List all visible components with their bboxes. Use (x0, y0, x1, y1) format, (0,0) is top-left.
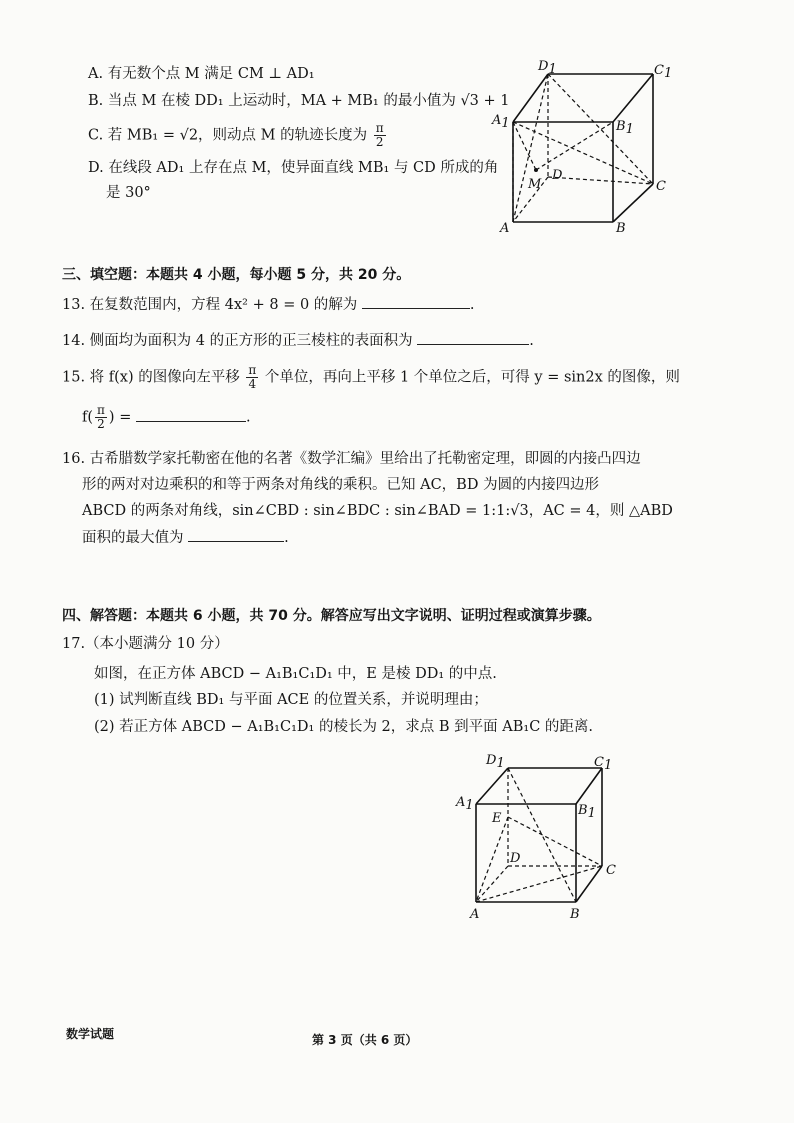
q15-text: 15. 将 f(x) 的图像向左平移 (62, 369, 240, 386)
q17-header: 17.（本小题满分 10 分） (62, 636, 229, 652)
label-m: M (528, 177, 542, 192)
option-c-frac-num: π (375, 121, 384, 135)
option-b: B. 当点 M 在棱 DD₁ 上运动时，MA + MB₁ 的最小值为 √3 + 1 (88, 93, 510, 109)
q16-line4: 面积的最大值为 . (82, 527, 289, 548)
q15-frac-num: π (248, 363, 257, 377)
label-d-fig2: D (510, 851, 521, 866)
label-c1: C1 (654, 63, 673, 81)
q15-line2-num: π (97, 403, 105, 417)
label-a: A (500, 221, 510, 236)
label-a1-fig2: A1 (456, 795, 474, 813)
q17-stem: 如图，在正方体 ABCD − A₁B₁C₁D₁ 中，E 是棱 DD₁ 的中点. (94, 666, 497, 682)
q15-text-after: 个单位，再向上平移 1 个单位之后，可得 y = sin2x 的图像，则 (264, 369, 680, 386)
option-d-line2: 是 30° (106, 185, 151, 201)
cube-figure-1 (488, 52, 678, 242)
q15-fraction (246, 364, 258, 391)
q13: 13. 在复数范围内，方程 4x² + 8 = 0 的解为 . (62, 294, 475, 315)
q15-line2-den: 2 (97, 417, 105, 431)
section3-title: 三、填空题：本题共 4 小题，每小题 5 分，共 20 分。 (62, 267, 411, 283)
label-e-fig2: E (492, 811, 502, 826)
option-c-frac-den: 2 (375, 135, 384, 149)
q16-line1: 16. 古希腊数学家托勒密在他的名著《数学汇编》里给出了托勒密定理，即圆的内接凸四边 (62, 451, 641, 467)
label-a1: A1 (492, 113, 510, 131)
q15-line2-fraction (95, 404, 107, 431)
label-b1-fig2: B1 (578, 803, 596, 821)
label-c1-fig2: C1 (594, 755, 613, 773)
section4-title: 四、解答题：本题共 6 小题，共 70 分。解答应写出文字说明、证明过程或演算步骤。 (62, 608, 601, 624)
option-c-fraction (374, 122, 386, 149)
label-d: D (552, 168, 563, 183)
label-b: B (616, 221, 626, 236)
q15-line1 (62, 364, 680, 391)
q15-frac-den: 4 (248, 377, 257, 391)
label-b-fig2: B (570, 907, 580, 922)
q15-f-open: f( (82, 409, 94, 426)
label-d1: D1 (538, 59, 557, 77)
label-a-fig2: A (470, 907, 480, 922)
q14-answer-blank[interactable] (417, 330, 529, 345)
q15-f-close: ) = (108, 409, 132, 426)
label-c-fig2: C (606, 863, 616, 878)
point-m-dot (534, 168, 538, 172)
option-d-line1: D. 在线段 AD₁ 上存在点 M，使异面直线 MB₁ 与 CD 所成的角 (88, 160, 499, 176)
label-c: C (656, 179, 666, 194)
q14-text: 14. 侧面均为面积为 4 的正方形的正三棱柱的表面积为 (62, 333, 413, 349)
q16-line3: ABCD 的两条对角线，sin∠CBD : sin∠BDC : sin∠BAD = 1:1:√3，AC = 4，则 △ABD (82, 503, 673, 519)
footer-page-number: 第 3 页（共 6 页） (312, 1033, 418, 1047)
option-c-text: C. 若 MB₁ = √2，则动点 M 的轨迹长度为 (88, 127, 368, 144)
q17-part1: (1) 试判断直线 BD₁ 与平面 ACE 的位置关系，并说明理由； (94, 692, 488, 708)
q16-line2: 形的两对对边乘积的和等于两条对角线的乘积。已知 AC，BD 为圆的内接四边形 (82, 477, 600, 493)
q15-answer-blank[interactable] (136, 407, 246, 422)
label-b1: B1 (616, 119, 634, 137)
q13-text: 13. 在复数范围内，方程 4x² + 8 = 0 的解为 (62, 297, 358, 313)
q16-answer-blank[interactable] (188, 527, 284, 542)
footer-subject: 数学试题 (66, 1027, 115, 1041)
label-d1-fig2: D1 (486, 753, 505, 771)
cube-figure-2 (452, 748, 632, 928)
option-c (88, 122, 388, 149)
q14: 14. 侧面均为面积为 4 的正方形的正三棱柱的表面积为 . (62, 330, 534, 351)
q16-text: 面积的最大值为 (82, 530, 184, 546)
q13-answer-blank[interactable] (362, 294, 470, 309)
q17-part2: (2) 若正方体 ABCD − A₁B₁C₁D₁ 的棱长为 2，求点 B 到平面 AB₁C 的距离. (94, 719, 594, 735)
q15-line2: f( $\frac{\pi}{2}$ ) = . (82, 403, 251, 431)
option-a: A. 有无数个点 M 满足 CM ⊥ AD₁ (88, 66, 315, 82)
